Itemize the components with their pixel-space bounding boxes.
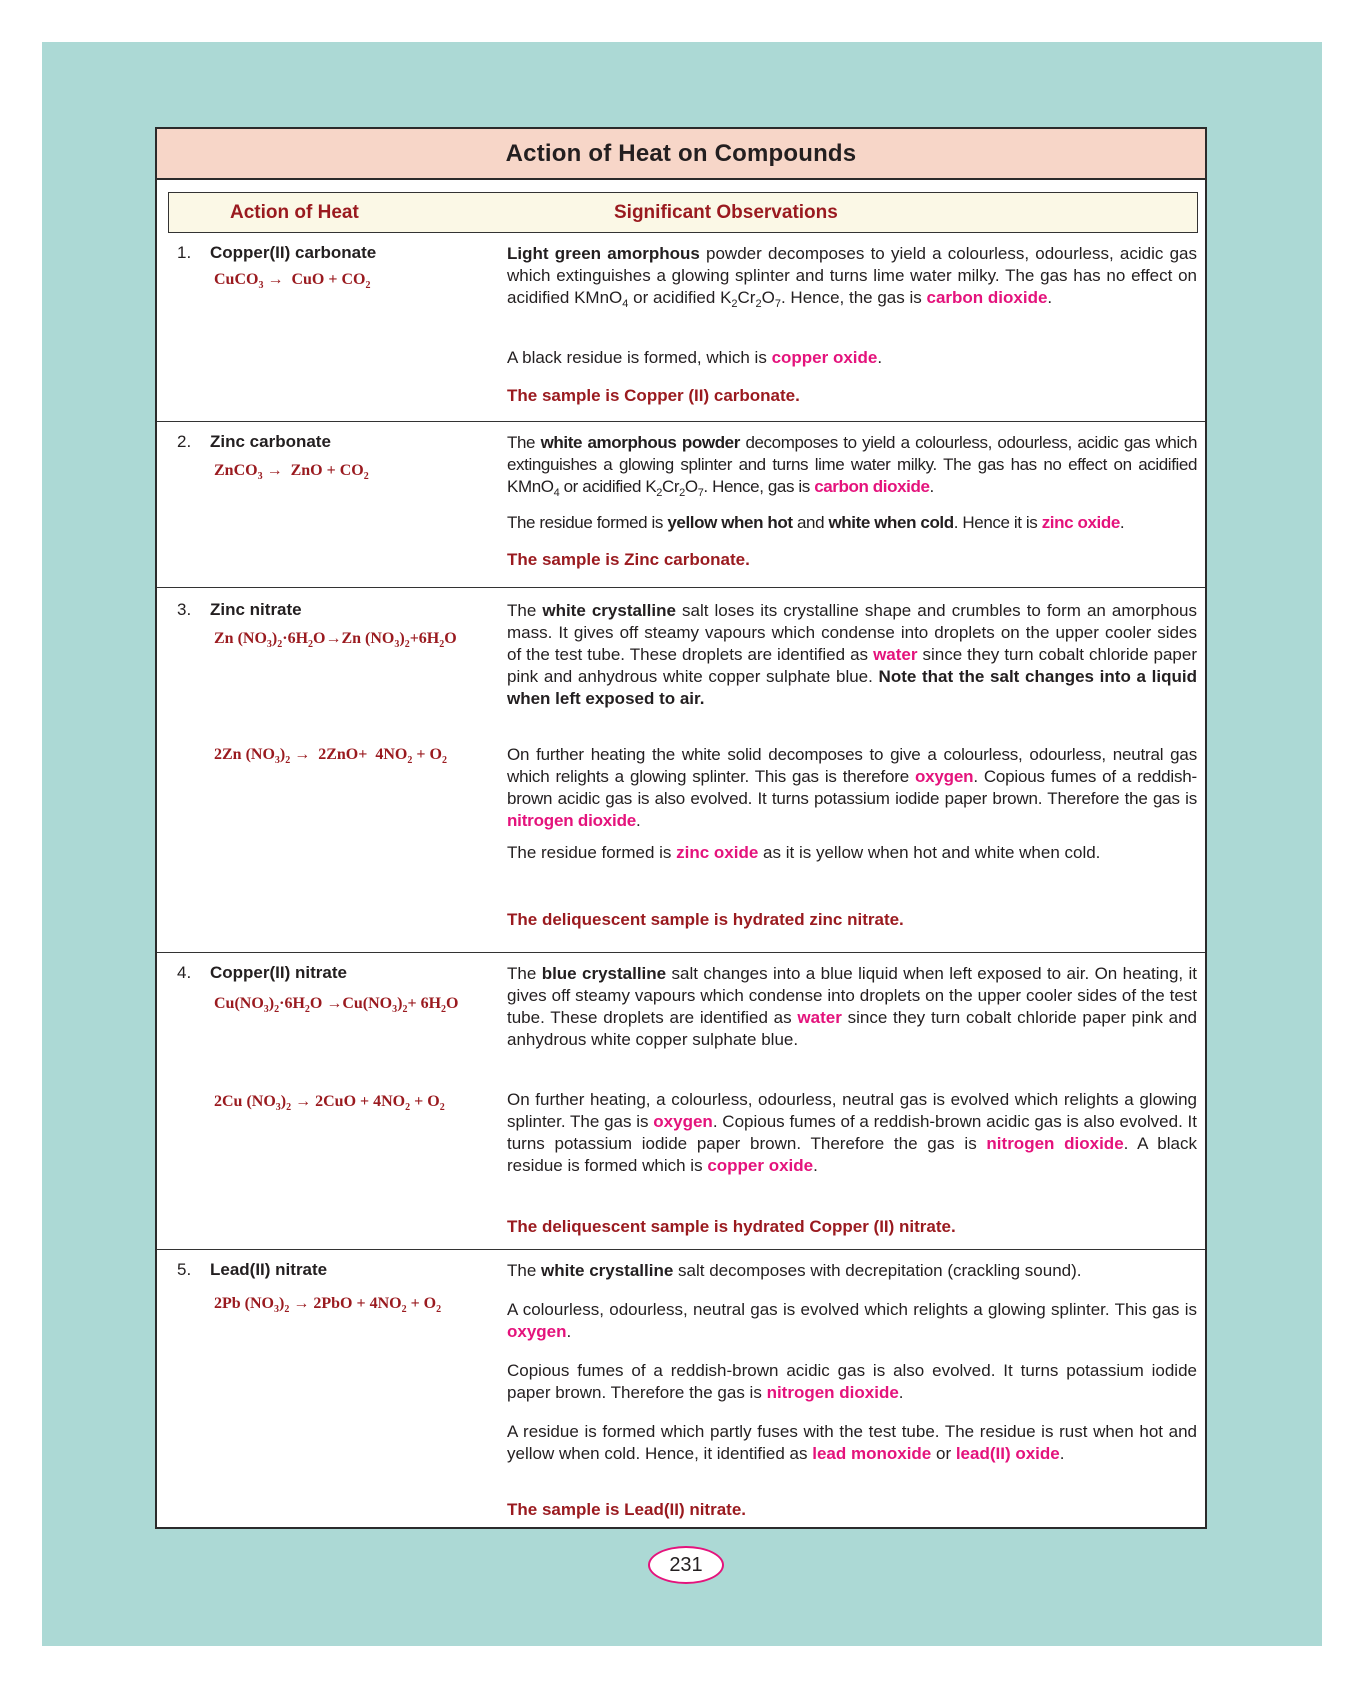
subscript: 7 <box>697 487 704 499</box>
highlighted-term: copper oxide <box>707 1156 814 1175</box>
conclusion: The sample is Copper (II) carbonate. <box>507 386 800 405</box>
row-number: 2. <box>177 432 192 451</box>
chemical-equation: 2Cu $(NO_3)_2 \to 2CuO + 4NO_2 + O_2$ <box>214 1093 445 1113</box>
highlighted-term: oxygen <box>653 1112 713 1131</box>
subscript: 2 <box>656 487 663 499</box>
column-header-action: Action of Heat <box>230 202 359 223</box>
chemical-equation: Zn $(NO_3)_2\cdot 6H_2O\to Zn$ $(NO_3)_2+6H_2O$ <box>214 630 457 650</box>
conclusion: The sample is Zinc carbonate. <box>507 550 750 569</box>
bold-text: yellow when hot <box>667 513 793 532</box>
observation-paragraph: The white amorphous powder decomposes to yield a colourless, odourless, acidic gas which extinguishes a glowing splinter and turns lime water milky. The gas has no effect on acidified KMnO$_4$ or acidified $K_2Cr_2O_7$. Hence, gas is carbon dioxide. <box>507 433 1197 499</box>
subscript: 2 <box>755 298 762 310</box>
chemical-equation: $Cu(NO_3)_2\cdot 6H_2O \to Cu(NO_3)_2+ 6H_2O$ <box>214 995 459 1015</box>
subscript: 4 <box>622 298 629 310</box>
page-number-badge: 231 <box>648 1546 724 1584</box>
table-row <box>157 421 1205 588</box>
bold-text: white crystalline <box>541 1261 674 1280</box>
page-title: Action of Heat on Compounds <box>505 140 857 167</box>
compound-name: Copper(II) nitrate <box>210 963 347 982</box>
highlighted-term: water <box>873 645 918 664</box>
subscript: 2 <box>731 298 738 310</box>
bold-text: blue crystalline <box>541 964 667 983</box>
row-number: 4. <box>177 963 192 982</box>
conclusion: The deliquescent sample is hydrated Copper (II) nitrate. <box>507 1217 956 1236</box>
observation-paragraph: On further heating the white solid decomposes to give a colourless, odourless, neutral gas which relights a glowing splinter. This gas is therefore oxygen. Copious fumes of a reddish-brown acidic gas is also evolved. It turns potassium iodide paper brown. Therefore the gas is nitrogen dioxide. <box>507 745 1197 830</box>
bold-text: white when cold <box>828 513 954 532</box>
column-header-observations: Significant Observations <box>614 202 838 223</box>
conclusion: The deliquescent sample is hydrated zinc nitrate. <box>507 910 904 929</box>
chemical-equation: ZnCO$_3$ → ZnO + $CO_2$ <box>214 462 369 482</box>
highlighted-term: oxygen <box>507 1322 567 1341</box>
subscript: 7 <box>774 298 781 310</box>
highlighted-term: zinc oxide <box>1041 513 1120 532</box>
table-row <box>157 952 1205 1250</box>
table-row <box>157 587 1205 953</box>
bold-text: Light green amorphous <box>507 244 700 263</box>
bold-text: white crystalline <box>542 601 676 620</box>
row-number: 5. <box>177 1260 192 1279</box>
observation-paragraph: A colourless, odourless, neutral gas is evolved which relights a glowing splinter. This gas is oxygen. <box>507 1300 1197 1341</box>
chemical-equation: 2Zn $(NO_3)_2 \to 2ZnO+ 4NO_2 + O_2$ <box>214 746 447 766</box>
observation-paragraph: A black residue is formed, which is copper oxide. <box>507 348 883 367</box>
highlighted-term: lead monoxide <box>812 1444 932 1463</box>
highlighted-term: carbon dioxide <box>814 477 930 496</box>
subscript: 2 <box>679 487 685 499</box>
observation-paragraph: The white crystalline salt decomposes with decrepitation (crackling sound). <box>507 1261 1082 1280</box>
observation-paragraph: The residue formed is yellow when hot and white when cold. Hence it is zinc oxide. <box>507 513 1125 532</box>
row-number: 1. <box>177 243 192 262</box>
conclusion: The sample is Lead(II) nitrate. <box>507 1500 747 1519</box>
highlighted-term: nitrogen dioxide <box>507 811 637 830</box>
row-number: 3. <box>177 600 192 619</box>
table-title-band <box>157 129 1205 180</box>
highlighted-term: carbon dioxide <box>926 288 1048 307</box>
table-row <box>157 233 1205 423</box>
compound-name: Zinc carbonate <box>210 432 331 451</box>
highlighted-term: lead(II) oxide <box>955 1444 1060 1463</box>
compound-name: Zinc nitrate <box>210 600 302 619</box>
observation-paragraph: The white crystalline salt loses its crystalline shape and crumbles to form an amorphous mass. It gives off steamy vapours which condense into droplets on the upper cooler sides of the test tube. These droplets are identified as water since they turn cobalt chloride paper pink and anhydrous white copper sulphate blue. Note that the salt changes into a liquid when left exposed to air. <box>507 601 1197 708</box>
highlighted-term: nitrogen dioxide <box>766 1383 899 1402</box>
observation-paragraph: On further heating, a colourless, odourless, neutral gas is evolved which relights a glowing splinter. The gas is oxygen. Copious fumes of a reddish-brown acidic gas is also evolved. It turns potassium iodide paper brown. Therefore the gas is nitrogen dioxide. A black residue is formed which is copper oxide. <box>507 1090 1198 1175</box>
compound-name: Copper(II) carbonate <box>210 243 377 262</box>
highlighted-term: nitrogen dioxide <box>986 1134 1124 1153</box>
observation-paragraph: Light green amorphous powder decomposes to yield a colourless, odourless, acidic gas which extinguishes a glowing splinter and turns lime water milky. The gas has no effect on acidified KMnO$_4$ or acidified $K_2Cr_2O_7$. Hence, the gas is carbon dioxide. <box>507 244 1197 310</box>
observation-paragraph: The blue crystalline salt changes into a blue liquid when left exposed to air. On heating, it gives off steamy vapours which condense into droplets on the upper cooler sides of the test tube. These droplets are identified as water since they turn cobalt chloride paper pink and anhydrous white copper sulphate blue. <box>507 964 1197 1049</box>
chemical-equation: 2Pb $(NO_3)_2 \to 2PbO + 4NO_2 + O_2$ <box>214 1295 442 1315</box>
highlighted-term: copper oxide <box>771 348 878 367</box>
chemical-equation: CuCO$_3$ → CuO + $CO_2$ <box>214 271 371 291</box>
bold-text: white amorphous powder <box>540 433 740 452</box>
column-header-row <box>168 192 1198 233</box>
highlighted-term: water <box>797 1008 842 1027</box>
highlighted-term: zinc oxide <box>676 843 759 862</box>
observation-paragraph: A residue is formed which partly fuses with the test tube. The residue is rust when hot and yellow when cold. Hence, it identified as lead monoxide or lead(II) oxide. <box>507 1422 1197 1463</box>
compound-name: Lead(II) nitrate <box>210 1260 328 1279</box>
bold-text: Note that the salt changes into a liquid when left exposed to air. <box>507 667 1197 708</box>
observation-paragraph: The residue formed is zinc oxide as it is yellow when hot and white when cold. <box>507 843 1101 862</box>
action-of-heat-table <box>155 127 1207 1529</box>
observation-paragraph: Copious fumes of a reddish-brown acidic gas is also evolved. It turns potassium iodide paper brown. Therefore the gas is nitrogen dioxide. <box>507 1361 1197 1402</box>
subscript: 4 <box>553 487 560 499</box>
highlighted-term: oxygen <box>914 767 974 786</box>
table-row <box>157 1249 1205 1530</box>
